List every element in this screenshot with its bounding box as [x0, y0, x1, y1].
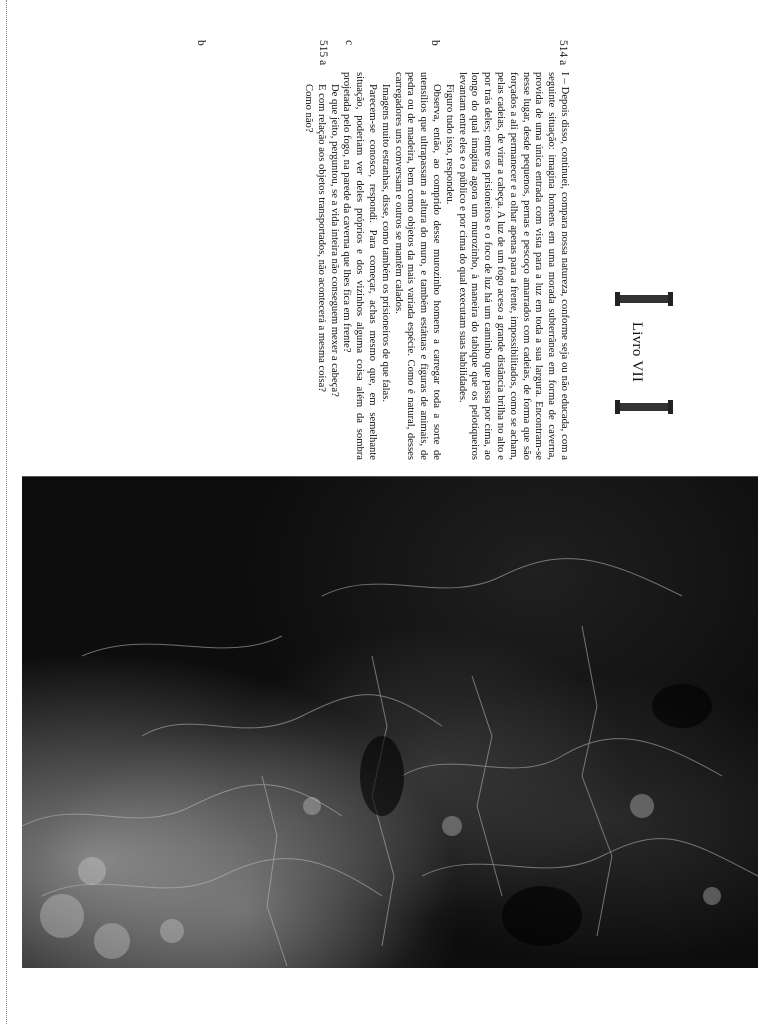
paragraph: Como não?	[303, 84, 315, 133]
paragraph: I – Depois disso, continuei, compara nossa natureza, conforme seja ou não educada, com a seguinte situação: imagina homens em uma morada subterrânea em forma de caverna, provida de uma única entrada com vista para a luz em toda a sua largura. Encontram-se nesse lugar, desde pequenos, pernas e pescoço amarrados com cadeias, de forma que são forçados a ali permanecer e a olhar apenas para a frente, impossibilitados, como se acham, pelas cadeias, de virar a cabeça. A luz de um fogo aceso a grande distância brilha no alto e por trás deles; entre os prisioneiros e o foco de luz há um caminho que passa por cima, ao longo do qual imagina agora um murozinho, à maneira do tabique que os pelotiqueiros levantam entre eles e o público e por cima do qual executam suas habilidades.	[456, 72, 570, 460]
photo-frame	[22, 476, 758, 968]
margin-ref-515a: 515 a	[317, 40, 329, 66]
body-text	[301, 72, 570, 460]
paragraph: Parecem-se conosco, respondi. Para começar, achas mesmo que, em semelhante situação, poderiam ver deles próprios e dos vizinhos alguma coisa além da sombra projetada pelo fogo, na parede da caverna que lhes fica em frente?	[341, 72, 379, 460]
text-page-content	[155, 40, 685, 460]
chapter-heading	[585, 40, 685, 460]
margin-ref-c: c	[343, 40, 355, 46]
page-edge	[6, 0, 7, 1024]
chapter-title: Livro VII	[629, 321, 645, 383]
paragraph: Imagens muito estranhas, disse, como também os prisioneiros de que falas.	[379, 84, 391, 403]
paragraph: Figuro tudo isso, respondeu.	[443, 84, 455, 205]
margin-ref-b: b	[429, 40, 441, 46]
column-ornament-right-icon	[615, 400, 673, 414]
margin-ref-514a: 514 a	[557, 40, 569, 66]
paragraph: Observa, então, ao comprido desse murozinho homens a carregar toda a sorte de utensílios que ultrapassam a altura do muro, e também estátuas e figuras de animais, de pedra ou de madeira, bem como objetos da mais variada espécie. Como é natural, desses carregadores uns conversam e outros se mantêm calados.	[392, 72, 443, 460]
paragraph: E com relação aos objetos transportados, não acontecerá a mesma coisa?	[315, 84, 327, 392]
text-page	[155, 40, 685, 460]
paragraph: De que jeito, perguntou, se a vida inteira não conseguem mexer a cabeça?	[328, 84, 340, 397]
margin-ref-b2: b	[195, 40, 207, 46]
